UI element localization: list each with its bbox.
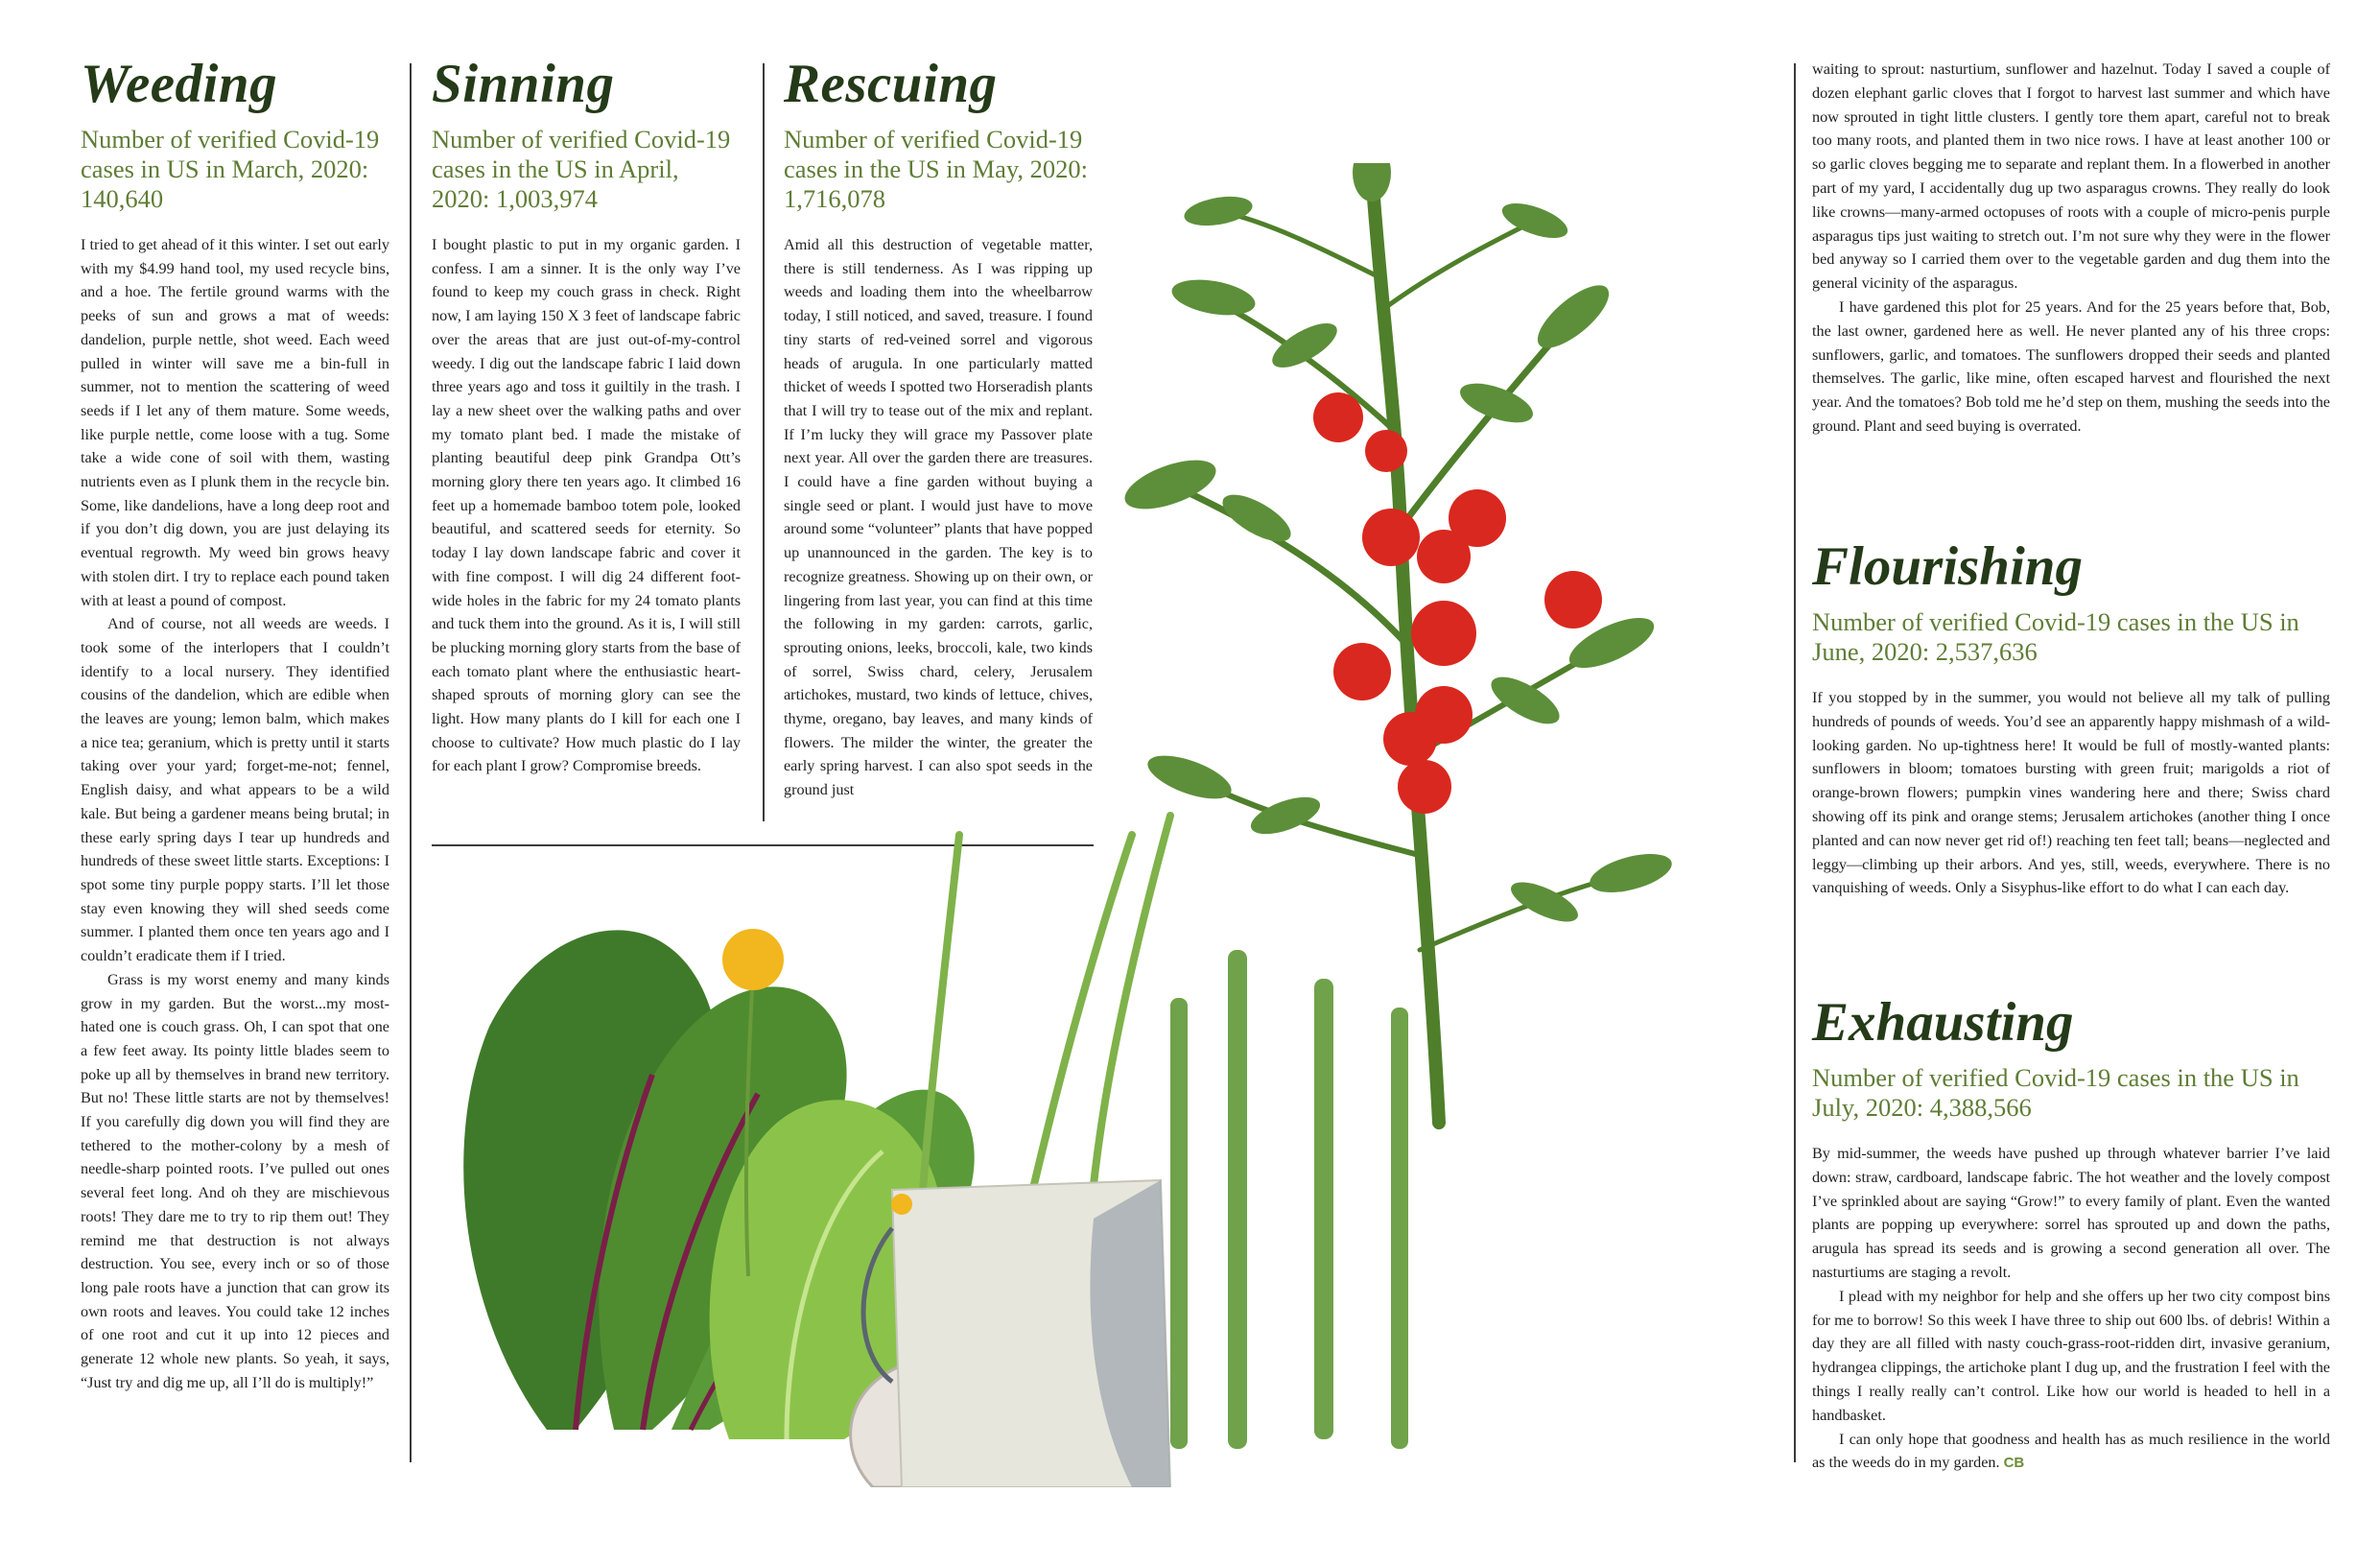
section-title: Exhausting [1812,992,2074,1053]
section-subtitle: Number of verified Covid-19 cases in the US in April, 2020: 1,003,974 [432,125,731,213]
section-subtitle: Number of verified Covid-19 cases in US in March, 2020: 140,640 [81,125,380,213]
section-title: Sinning [432,54,615,114]
section-title: Rescuing [784,54,998,114]
author-signature: CB [2003,1455,2025,1472]
paragraph: By mid-summer, the weeds have pushed up through whatever barrier I’ve laid down: straw, cardboard, landscape fabric. The hot weather and the lovely compost I’ve sprinkled about are saying “Grow!” to every family of plant. Even the wanted plants are popping up everywhere: sorrel has sprouted up and down the paths, arugula has spread its seeds and is growing a second generation all over. The nasturtiums are staging a revolt. [1812,1145,2330,1281]
section-rescuing-continued [1812,58,2330,439]
paragraph: waiting to sprout: nasturtium, sunflower and hazelnut. Today I saved a couple of dozen elephant garlic cloves that I forgot to harvest last summer and which have now sprouted in tight little clusters. I gently tore them apart, careful not to break too many roots, and planted them in two nice rows. I have at least another 100 or so garlic cloves begging me to separate and replant them. In a flowerbed in another part of my yard, I accidentally dug up two asparagus crowns. They really do look like crowns—many-armed octopuses of roots with a couple of micro-penis purple asparagus tips just waiting to stretch out. I’m not sure why they were in the flower bed anyway so I carried them over to the vegetable garden and dug them into the general vicinity of the asparagus. [1812,60,2330,293]
section-weeding [81,50,389,1394]
section-subtitle: Number of verified Covid-19 cases in the US in June, 2020: 2,537,636 [1812,607,2299,666]
paragraph: I bought plastic to put in my organic garden. I confess. I am a sinner. It is the only way I’ve found to keep my couch grass in check. Right now, I am laying 150 X 3 feet of landscape fabric over the areas that are just out-of-my-control weedy. I dig out the landscape fabric I laid down three years ago and toss it guiltily in the trash. I lay a new sheet over the walking paths and over my tomato plant bed. I made the mistake of planting beautiful deep pink Grandpa Ott’s morning glory there ten years ago. It climbed 16 feet up a homemade bamboo totem pole, looked beautiful, and scattered seeds for eternity. So today I lay down landscape fabric and cover it with fine compost. I will dig 24 different foot-wide holes in the fabric for my 24 tomato plants and tuck them into the ground. As it is, I will still be plucking morning glory starts from the base of each tomato plant where the enthusiastic heart-shaped sprouts of morning glory can see the light. How many plants do I kill for each one I choose to cultivate? How much plastic do I lay for each plant I grow? Compromise breeds. [432,236,741,775]
paragraph: Grass is my worst enemy and many kinds grow in my garden. But the worst...my most-hated one is couch grass. Oh, I can spot that one a few feet away. Its pointy little blades seem to poke up all by themselves in brand new territory. But no! These little starts are not by themselves! If you carefully dig down you will find they are tethered to the mother-colony by a mesh of needle-sharp pointed roots. I’ve pulled out ones several feet long. And oh they are mischievous roots! They dare me to try to rip them out! They remind me that destruction is not always destruction. You see, every inch or so of those long pale roots have a junction that can grow its own roots and leaves. You could take 12 inches of one root and cut it up into 12 pieces and generate 12 whole new plants. So yeah, it says, “Just try and dig me up, all I’ll do is multiply!” [81,970,389,1391]
paragraph: I have gardened this plot for 25 years. And for the 25 years before that, Bob, the last owner, gardened here as well. He never planted any of his three crops: sunflowers, garlic, and tomatoes. The sunflowers dropped their seeds and planted themselves. The garlic, like mine, often escaped harvest and flourished the next year. And the tomatoes? Bob told me he’d step on them, mushing the seeds into the ground. Plant and seed buying is overrated. [1812,297,2330,435]
section-title: Weeding [81,54,278,114]
section-flourishing [1812,533,2330,900]
paragraph: I can only hope that goodness and health has as much resilience in the world as the weeds do in my garden. CB [1812,1430,2330,1472]
section-subtitle: Number of verified Covid-19 cases in the US in July, 2020: 4,388,566 [1812,1063,2299,1122]
section-title: Flourishing [1812,536,2083,597]
paragraph: I tried to get ahead of it this winter. I set out early with my $4.99 hand tool, my used recycle bins, and a hoe. The fertile ground warms with the peeks of sun and grows a mat of weeds: dandelion, purple nettle, shot weed. Each weed pulled in winter will save me a bin-full in summer, not to mention the scattering of weed seeds if I let any of them mature. Some weeds, like purple nettle, come loose with a tug. Some take a wide cone of soil with them, wasting nutrients even as I plunk them in the recycle bin. Some, like dandelions, have a long deep root and if you don’t dig down, you are just delaying its eventual regrowth. My weed bin grows heavy with stolen dirt. I try to replace each pound taken with at least a pound of compost. [81,236,389,609]
paragraph: If you stopped by in the summer, you would not believe all my talk of pulling hundreds of pounds of weeds. You’d see an apparently happy mishmash of a wild-looking garden. No up-tightness here! It would be full of mostly-wanted plants: sunflowers in bloom; tomatoes bursting with green fruit; marigolds a riot of orange-brown flowers; pumpkin vines wandering here and there; Swiss chard showing off its pink and orange stems; Jerusalem artichokes (another thing I once planted and can now never get rid of!) reaching ten feet tall; beans—neglected and leggy—climbing up their arbors. And yes, still, weeds, everywhere. There is no vanquishing of weeds. Only a Sisyphus-like effort to do what I can each day. [1812,689,2330,897]
paragraph: I plead with my neighbor for help and she offers up her two city compost bins for me to borrow! So this week I have three to ship out 600 lbs. of debris! Within a day they are all filled with nasty couch-grass-root-ridden dirt, invasive geranium, hydrangea clippings, the artichoke plant I dug up, and the frustration I feel with the things I really really can’t control. Like how our world is headed to hell in a handbasket. [1812,1287,2330,1424]
column-divider [410,63,412,1462]
compost-bucket [863,1180,1170,1487]
section-subtitle: Number of verified Covid-19 cases in the US in May, 2020: 1,716,078 [784,125,1088,213]
paragraph: Amid all this destruction of vegetable matter, there is still tenderness. As I was ripping up weeds and loading them into the wheelbarrow today, I still noticed, and saved, treasure. I found tiny starts of red-veined sorrel and vigorous heads of arugula. In one particularly matted thicket of weeds I spotted two Horseradish plants that I will try to tease out of the mix and replant. If I’m lucky they will grace my Passover plate next year. All over the garden there are treasures. I could have a fine garden without buying a single seed or plant. I would just have to move around some “volunteer” plants that have popped up unannounced in the garden. The key is to recognize greatness. Showing up on their own, or lingering from last year, you can find at this time the following in my garden: carrots, garlic, sprouting onions, leeks, broccoli, kale, two kinds of sorrel, Swiss chard, celery, Jerusalem artichokes, mustard, two kinds of lettuce, chives, thyme, oregano, bay leaves, and many kinds of flowers. The milder the winter, the greater the early spring harvest. I can also spot seeds in the ground just [784,236,1093,799]
paragraph: And of course, not all weeds are weeds. I took some of the interlopers that I couldn’t identify to a local nursery. They identified cousins of the dandelion, which are edible when the leaves are young; lemon balm, which makes a nice tea; geranium, which is pretty until it starts taking over your yard; forget-me-not; fennel, English daisy, and what appears to be a wild kale. But being a gardener means being brutal; in these early spring days I tear up hundreds and hundreds of these sweet little starts. Exceptions: I spot some tiny purple poppy starts. I’ll let those stay even knowing they will shed seeds come summer. I planted them once ten years ago and I couldn’t eradicate them if I tried. [81,615,389,965]
section-exhausting [1812,988,2330,1476]
asparagus [1170,950,1408,1449]
garden-illustration [422,163,1813,1487]
